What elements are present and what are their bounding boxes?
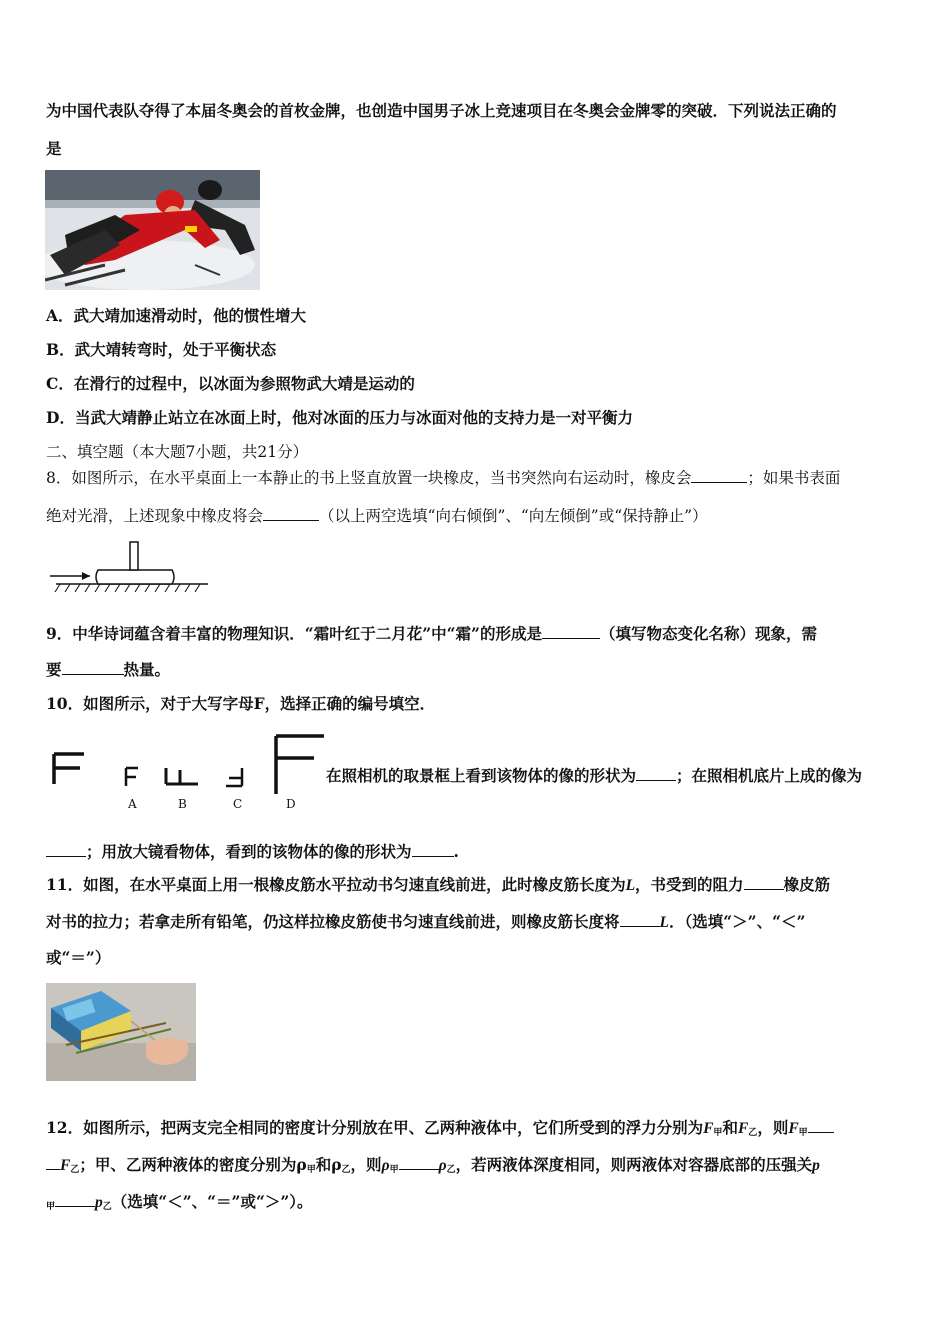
q12-rho-3: ρ [381, 1157, 390, 1174]
q12-sub-jia-3: 甲 [306, 1165, 316, 1175]
q11-part2: ，书受到的阻力 [635, 875, 744, 894]
q10-line2 [46, 842, 459, 862]
q8-part2: ；如果书表面 [747, 469, 841, 487]
q11-symbol-l2: L [659, 914, 669, 931]
q12-he-2: 和 [315, 1155, 332, 1174]
q10-line1 [326, 766, 862, 786]
q7-text-line2: 是 [46, 139, 62, 158]
q8-part4: （以上两空选填“向右倾倒”、“向左倾倒”或“保持静止”） [319, 507, 708, 525]
q9-part3: 要 [46, 660, 62, 679]
q12-sub-yi-1: 乙 [748, 1128, 758, 1138]
q12-rho-1: ρ [296, 1155, 307, 1174]
speed-skating-photo [45, 170, 260, 290]
q12-sub-jia-4: 甲 [389, 1165, 399, 1175]
q8-part1: 8．如图所示，在水平桌面上一本静止的书上竖直放置一块橡皮，当书突然向右运动时，橡皮会 [46, 469, 692, 487]
q7-option-c: C．在滑行的过程中，以冰面为参照物武大靖是运动的 [46, 374, 415, 393]
q11-line2 [46, 912, 805, 933]
q8-line1 [46, 468, 840, 488]
q12-f-2: F [737, 1120, 749, 1137]
q12-blank1a [808, 1118, 834, 1133]
q8-blank1 [691, 468, 747, 483]
q12-sub-jia-1: 甲 [713, 1128, 723, 1138]
q12-line1 [46, 1118, 834, 1143]
label-b: B [178, 797, 187, 811]
q12-line2 [46, 1155, 820, 1180]
q8-part3: 绝对光滑，上述现象中橡皮将会 [46, 507, 264, 525]
q12-part1: 12．如图所示，把两支完全相同的密度计分别放在甲、乙两种液体中，它们所受到的浮力分别为 [46, 1118, 704, 1137]
q11-symbol-l: L [625, 877, 636, 894]
q11-part5: ．（选填“＞”、“＜” [668, 912, 806, 931]
label-d: D [286, 797, 296, 811]
q11-part3: 橡皮筋 [783, 875, 831, 894]
q12-ze: ，则 [757, 1118, 789, 1137]
q11-blank1 [744, 875, 784, 890]
q10-text4: . [453, 842, 459, 861]
q10-blank1 [636, 766, 676, 781]
q12-line3 [46, 1192, 313, 1217]
q10-intro: 10．如图所示，对于大写字母F，选择正确的编号填空． [46, 694, 436, 713]
q12-rho-4: ρ [438, 1157, 447, 1174]
q12-f-3: F [788, 1120, 799, 1137]
q12-f-1: F [703, 1120, 714, 1137]
section2-title: 二、填空题（本大题7小题，共21分） [46, 443, 309, 461]
label-c: C [233, 797, 243, 811]
q12-part3: ，若两液体深度相同，则两液体对容器底部的压强关 [455, 1155, 813, 1174]
q10-text1: 在照相机的取景框上看到该物体的像的形状为 [326, 766, 637, 785]
q10-text3: ；用放大镜看物体，看到的该物体的像的形状为 [86, 842, 412, 861]
q12-sub-yi-2: 乙 [70, 1165, 80, 1175]
q9-blank1 [542, 624, 600, 639]
label-a: A [128, 797, 137, 811]
q7-option-a: A．武大靖加速滑动时，他的惯性增大 [46, 306, 307, 325]
q9-part1: 9．中华诗词蕴含着丰富的物理知识．“霜叶红于二月花”中“霜”的形成是 [46, 624, 542, 643]
q8-blank2 [263, 506, 319, 521]
q12-sub-jia-5: 甲 [46, 1202, 56, 1212]
q12-sub-yi-3: 乙 [341, 1165, 351, 1175]
q7-option-d: D．当武大靖静止站立在冰面上时，他对冰面的压力与冰面对他的支持力是一对平衡力 [46, 408, 633, 427]
q12-he: 和 [722, 1118, 738, 1137]
q11-line3: 或“＝”） [46, 948, 111, 967]
q7-text-line1: 为中国代表队夺得了本届冬奥会的首枚金牌，也创造中国男子冰上竞速项目在冬奥会金牌零的突破．下列说法正确的 [46, 101, 837, 120]
q10-blank3 [412, 842, 454, 857]
q10-text2: ；在照相机底片上成的像为 [676, 766, 863, 785]
q7-option-b: B．武大靖转弯时，处于平衡状态 [46, 340, 277, 359]
letter-f-figure [46, 728, 328, 814]
q9-part2: （填写物态变化名称）现象，需 [599, 624, 817, 643]
q12-sub-jia-2: 甲 [798, 1128, 808, 1138]
book-rubberband-photo [46, 983, 196, 1081]
q10-blank2 [46, 842, 86, 857]
q8-line2 [46, 506, 708, 526]
q9-part4: 热量。 [123, 660, 171, 679]
q12-p-1: p [812, 1157, 820, 1174]
q12-part4: （选填“＜”、“＝”或“＞”）。 [111, 1192, 313, 1211]
q9-line1 [46, 624, 817, 644]
book-eraser-figure [46, 540, 216, 596]
q12-sub-yi-5: 乙 [102, 1202, 112, 1212]
q12-part2: ；甲、乙两种液体的密度分别为 [79, 1155, 297, 1174]
q12-blank3 [55, 1192, 95, 1207]
q11-line1 [46, 875, 830, 896]
q11-part4: 对书的拉力；若拿走所有铅笔，仍这样拉橡皮筋使书匀速直线前进，则橡皮筋长度将 [46, 912, 620, 931]
q12-f-4: F [60, 1157, 71, 1174]
q9-line2 [46, 660, 170, 680]
q12-sub-yi-4: 乙 [446, 1165, 456, 1175]
q12-p-2: p [95, 1194, 103, 1211]
q12-blank2 [399, 1155, 439, 1170]
q12-blank1b [46, 1155, 60, 1170]
q12-ze-2: ，则 [350, 1155, 382, 1174]
q11-blank2 [620, 912, 660, 927]
q12-rho-2: ρ [331, 1155, 342, 1174]
q9-blank2 [62, 660, 124, 675]
q11-part1: 11．如图，在水平桌面上用一根橡皮筋水平拉动书匀速直线前进，此时橡皮筋长度为 [46, 875, 626, 894]
